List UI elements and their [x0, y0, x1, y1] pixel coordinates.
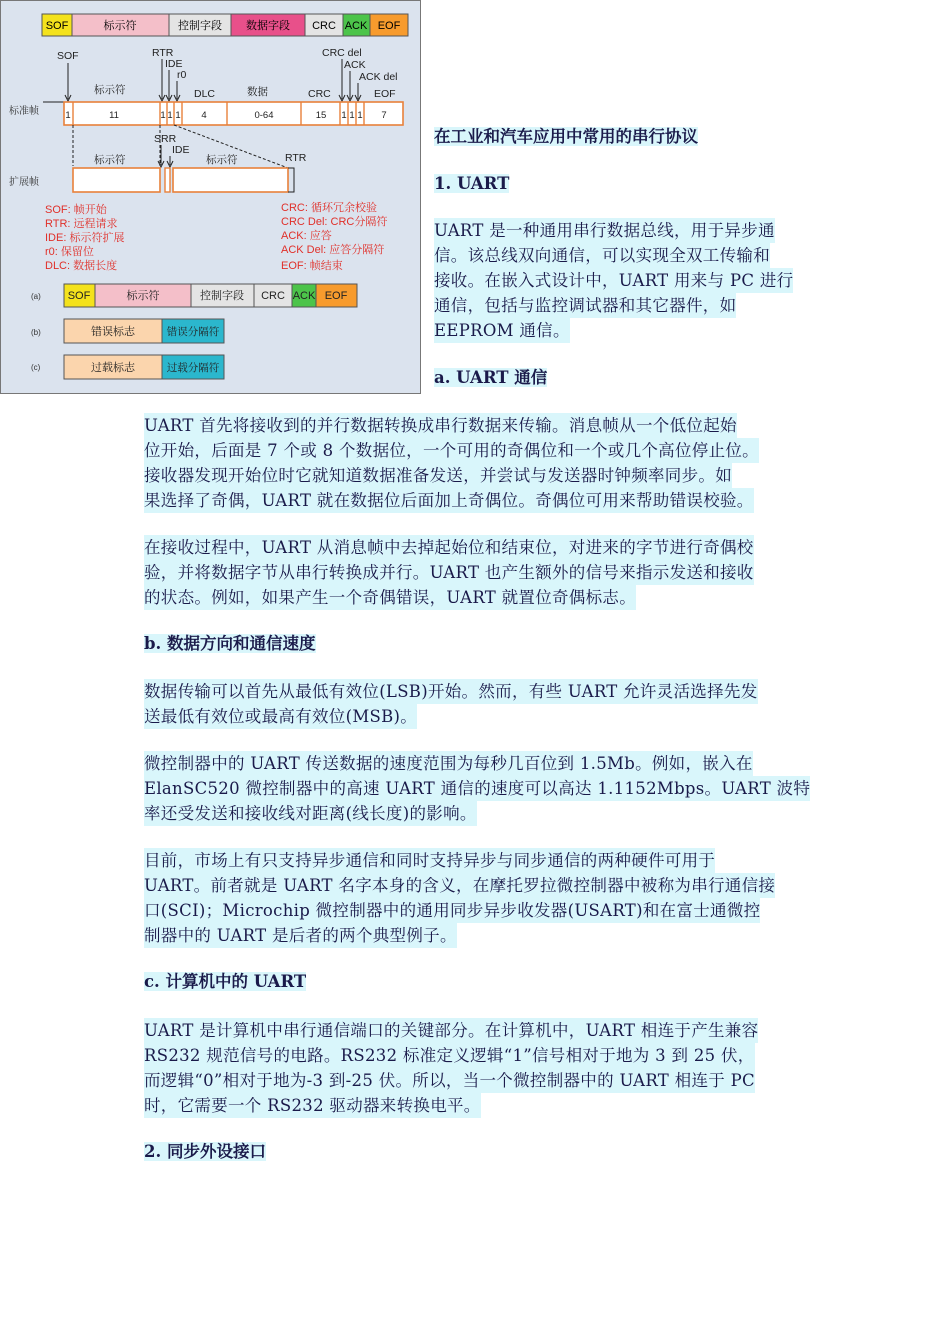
row-c-tag: (c) — [31, 363, 41, 372]
row-b-error-flag: 错误标志 — [91, 326, 135, 338]
std-frame-labels — [57, 47, 398, 100]
ext-frame-labels — [94, 133, 307, 166]
std-cell-eof: 7 — [381, 110, 387, 121]
para-line: 通信，包括与监控调试器和其它器件，如 — [434, 293, 736, 318]
row-a-sof: SOF — [67, 290, 91, 302]
std-frame-label: 标准帧 — [9, 106, 39, 117]
legend-crc-del: CRC Del: CRC分隔符 — [281, 216, 388, 228]
para-line: 口(SCI)；Microchip 微控制器中的通用同步异步收发器(USART)和在富士通微控 — [144, 898, 760, 923]
para-line: 微控制器中的 UART 传送数据的速度范围为每秒几百位到 1.5Mb。例如，嵌入在 — [144, 751, 753, 776]
legend-rtr: RTR: 远程请求 — [45, 218, 118, 230]
para-receive — [144, 535, 754, 610]
ext-label-id1: 标示符 — [94, 154, 126, 166]
label-crc-del: CRC del — [322, 47, 362, 59]
ext-label-rtr: RTR — [285, 152, 307, 164]
std-cell-crc-del: 1 — [341, 110, 347, 121]
legend-crc: CRC: 循环冗余校验 — [281, 202, 377, 214]
row-a-ctrl: 控制字段 — [200, 290, 244, 302]
row-a-ack: ACK — [292, 290, 316, 302]
para-line: 接收。在嵌入式设计中，UART 用来与 PC 进行 — [434, 268, 793, 293]
para-line: UART。前者就是 UART 名字本身的含义，在摩托罗拉微控制器中被称为串行通信接 — [144, 873, 775, 898]
top-bar-eof: EOF — [377, 20, 401, 32]
para-line: UART 首先将接收到的并行数据转换成串行数据来传输。消息帧从一个低位起始 — [144, 413, 737, 438]
heading-spi: 2. 同步外设接口 — [144, 1142, 266, 1161]
para-line: 目前，市场上有只支持异步通信和同时支持异步与同步通信的两种硬件可用于 — [144, 848, 715, 873]
legend-right — [281, 200, 387, 272]
heading-direction-speed: b. 数据方向和通信速度 — [144, 634, 316, 653]
std-cell-rtr: 1 — [160, 110, 166, 121]
ext-frame-row — [73, 168, 294, 192]
para-line: 数据传输可以首先从最低有效位(LSB)开始。然而，有些 UART 允许灵活选择先发 — [144, 679, 758, 704]
label-r0: r0 — [177, 69, 187, 81]
para-hardware — [144, 848, 775, 948]
para-line: 制器中的 UART 是后者的两个典型例子。 — [144, 923, 457, 948]
row-b-tag: (b) — [31, 328, 41, 337]
ext-frame-label: 扩展帧 — [9, 177, 39, 188]
para-lsb — [144, 679, 758, 729]
legend-dlc: DLC: 数据长度 — [45, 260, 118, 272]
row-a-eof: EOF — [324, 290, 348, 302]
row-c-bar — [64, 355, 224, 379]
para-line: 而逻辑“0”相对于地为-3 到-25 伏。所以，当一个微控制器中的 UART 相连于 PC — [144, 1068, 755, 1093]
para-line: 送最低有效位或最高有效位(MSB)。 — [144, 704, 417, 729]
para-line: 率还受发送和接收线对距离(线长度)的影响。 — [144, 801, 477, 826]
ext-label-ide: IDE — [172, 144, 190, 156]
para-uart-intro — [434, 218, 793, 343]
top-bar-id: 标示符 — [103, 20, 137, 32]
label-dlc: DLC — [194, 88, 216, 100]
row-c-overload-delim: 过载分隔符 — [166, 362, 220, 374]
std-cell-ack-del: 1 — [357, 110, 363, 121]
label-eof: EOF — [374, 88, 396, 100]
ext-label-srr: SRR — [154, 133, 177, 145]
para-frame — [144, 413, 759, 513]
std-cell-ack: 1 — [349, 110, 355, 121]
row-a-crc: CRC — [261, 290, 285, 302]
para-line: 果选择了奇偶，UART 就在数据位后面加上奇偶位。奇偶位可用来帮助错误校验。 — [144, 488, 754, 513]
para-rs232 — [144, 1018, 758, 1118]
para-line: 位开始，后面是 7 个或 8 个数据位，一个可用的奇偶位和一个或几个高位停止位。 — [144, 438, 759, 463]
can-frame-figure — [0, 0, 421, 394]
para-line: UART 是计算机中串行通信端口的关键部分。在计算机中，UART 相连于产生兼容 — [144, 1018, 758, 1043]
row-a-id: 标示符 — [126, 290, 160, 302]
label-identifier: 标示符 — [94, 84, 126, 96]
para-line: 的状态。例如，如果产生一个奇偶错误，UART 就置位奇偶标志。 — [144, 585, 636, 610]
std-cell-id: 11 — [109, 110, 119, 121]
para-line: 验，并将数据字节从串行转换成并行。UART 也产生额外的信号来指示发送和接收 — [144, 560, 754, 585]
label-data: 数据 — [247, 86, 268, 98]
std-cell-sof: 1 — [65, 110, 71, 121]
std-cell-crc: 15 — [315, 110, 327, 121]
row-b-bar — [64, 319, 224, 343]
para-line: 时，它需要一个 RS232 驱动器来转换电平。 — [144, 1093, 481, 1118]
para-line: UART 是一种通用串行数据总线，用于异步通 — [434, 218, 775, 243]
heading-uart-comm: a. UART 通信 — [434, 368, 548, 387]
row-b-error-delim: 错误分隔符 — [166, 326, 220, 338]
legend-left — [45, 202, 124, 272]
std-frame-row — [43, 102, 403, 125]
label-sof: SOF — [57, 50, 79, 62]
label-crc: CRC — [308, 88, 331, 100]
para-line: 信。该总线双向通信，可以实现全双工传输和 — [434, 243, 770, 268]
std-cell-ide: 1 — [167, 110, 173, 121]
top-field-bar — [42, 14, 408, 36]
top-bar-crc: CRC — [312, 20, 336, 32]
para-line: RS232 规范信号的电路。RS232 标准定义逻辑“1”信号相对于地为 3 到 25 伏， — [144, 1043, 755, 1068]
row-a-bar — [64, 284, 357, 307]
row-c-overload-flag: 过载标志 — [91, 362, 135, 374]
legend-ide: IDE: 标示符扩展 — [45, 232, 125, 244]
legend-r0: r0: 保留位 — [45, 246, 94, 258]
para-line: 接收器发现开始位时它就知道数据准备发送，并尝试与发送器时钟频率同步。如 — [144, 463, 732, 488]
para-line: EEPROM 通信。 — [434, 318, 570, 343]
label-ack: ACK — [344, 59, 366, 71]
std-cell-data: 0-64 — [254, 110, 274, 121]
para-speed — [144, 751, 810, 826]
doc-title: 在工业和汽车应用中常用的串行协议 — [434, 127, 698, 146]
para-line: ElanSC520 微控制器中的高速 UART 通信的速度可以高达 1.1152Mbps。UART 波特 — [144, 776, 810, 801]
heading-uart: 1. UART — [434, 174, 510, 193]
std-cell-r0: 1 — [175, 110, 181, 121]
legend-ack-del: ACK Del: 应答分隔符 — [281, 244, 385, 256]
para-line: 在接收过程中，UART 从消息帧中去掉起始位和结束位，对进来的字节进行奇偶校 — [144, 535, 754, 560]
can-frame-diagram — [1, 1, 422, 395]
label-ide: IDE — [165, 58, 183, 70]
top-bar-sof: SOF — [45, 20, 69, 32]
label-rtr: RTR — [152, 47, 174, 59]
legend-sof: SOF: 帧开始 — [45, 204, 107, 216]
std-cell-dlc: 4 — [201, 110, 207, 121]
label-ack-del: ACK del — [359, 71, 398, 83]
legend-eof: EOF: 帧结束 — [281, 260, 343, 272]
ext-label-id2: 标示符 — [206, 154, 238, 166]
legend-ack: ACK: 应答 — [281, 230, 332, 242]
top-bar-ctrl: 控制字段 — [178, 20, 222, 32]
row-a-tag: (a) — [31, 292, 41, 301]
top-bar-data: 数据字段 — [246, 20, 290, 32]
top-bar-ack: ACK — [344, 20, 368, 32]
heading-uart-computer: c. 计算机中的 UART — [144, 972, 307, 991]
